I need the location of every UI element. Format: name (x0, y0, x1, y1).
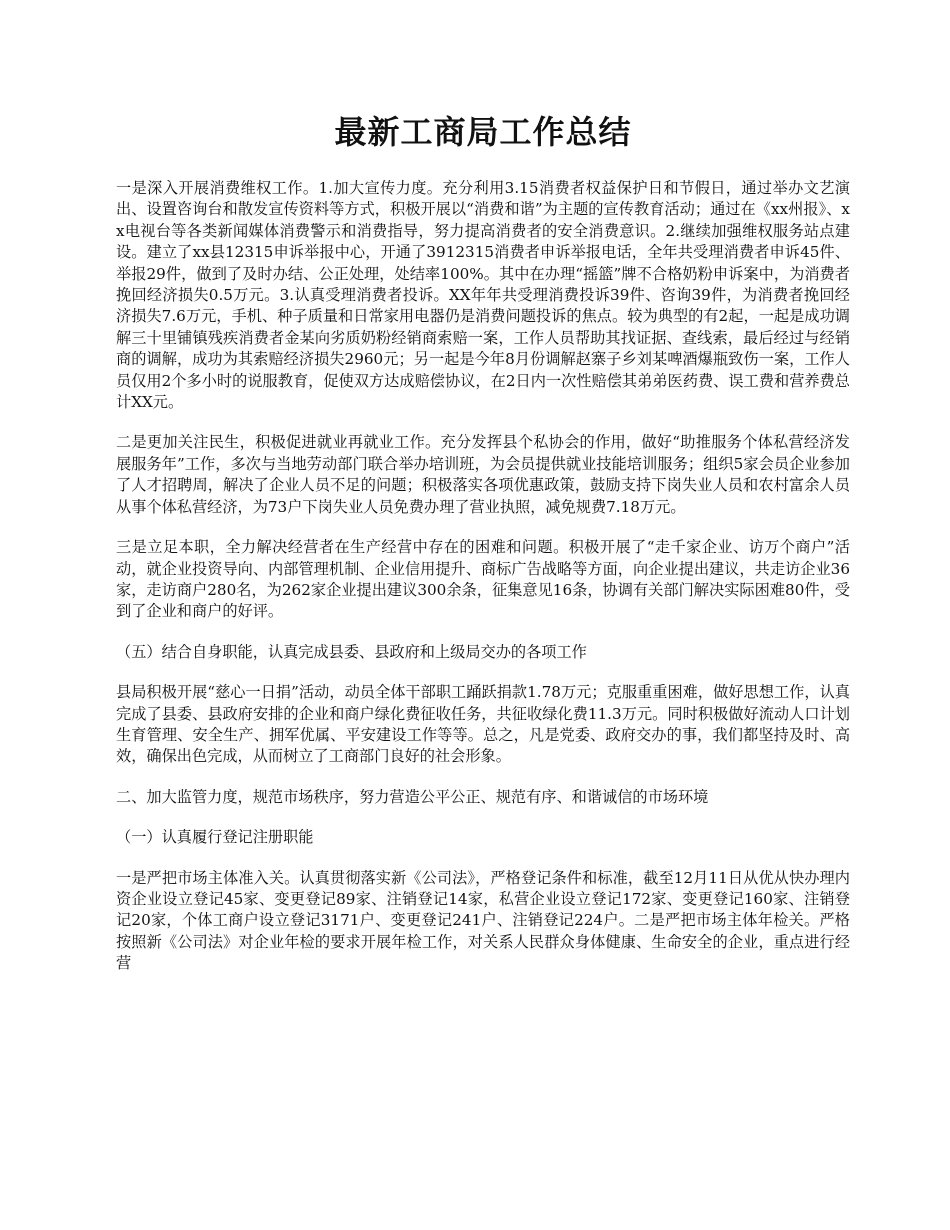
section-heading-supervision: 二、加大监管力度，规范市场秩序，努力营造公平公正、规范有序、和谐诚信的市场环境 (116, 787, 709, 806)
section-heading-five: （五）结合自身职能，认真完成县委、县政府和上级局交办的各项工作 (116, 642, 587, 661)
paragraph-county-tasks: 县局积极开展“慈心一日捐”活动，动员全体干部职工踊跃捐款1.78万元；克服重重困难，做好思想工作，认真完成了县委、县政府安排的企业和商户绿化费征收任务，共征收绿化费11.3万元。同时积极做好流动人口计划生育管理、安全生产、拥军优属、平安建设工作等等。总之，凡是党委、政府交办的事，我们都坚持及时、高效，确保出色完成，从而树立了工商部门良好的社会形象。 (116, 683, 850, 766)
section-heading-registration: （一）认真履行登记注册职能 (116, 828, 314, 847)
paragraph-business-difficulties: 三是立足本职，全力解决经营者在生产经营中存在的困难和问题。积极开展了“走千家企业、访万个商户”活动，就企业投资导向、内部管理机制、企业信用提升、商标广告战略等方面，向企业提出建议，共走访企业36家，走访商户280名，为262家企业提出建议300余条，征集意见16条，协调有关部门解决实际困难80件，受到了企业和商户的好评。 (116, 538, 850, 621)
document-title: 最新工商局工作总结 (334, 113, 632, 151)
document-page (116, 108, 850, 994)
paragraph-employment: 二是更加关注民生，积极促进就业再就业工作。充分发挥县个私协会的作用，做好“助推服务个体私营经济发展服务年”工作，多次与当地劳动部门联合举办培训班，为会员提供就业技能培训服务；组织5家会员企业参加了人才招聘周，解决了企业人员不足的问题；积极落实各项优惠政策，鼓励支持下岗失业人员和农村富余人员从事个体私营经济，为73户下岗失业人员免费办理了营业执照，减免规费7.18万元。 (116, 433, 850, 516)
paragraph-market-entry: 一是严把市场主体准入关。认真贯彻落实新《公司法》，严格登记条件和标准，截至12月11日从优从快办理内资企业设立登记45家、变更登记89家、注销登记14家，私营企业设立登记172家、变更登记160家、注销登记20家，个体工商户设立登记3171户、变更登记241户、注销登记224户。二是严把市场主体年检关。严格按照新《公司法》对企业年检的要求开展年检工作，对关系人民群众身体健康、生命安全的企业，重点进行经营 (116, 868, 850, 973)
paragraph-consumer-rights: 一是深入开展消费维权工作。1.加大宣传力度。充分利用3.15消费者权益保护日和节假日，通过举办文艺演出、设置咨询台和散发宣传资料等方式，积极开展以“消费和谐”为主题的宣传教育活动；通过在《xx州报》、xx电视台等各类新闻媒体消费警示和消费指导，努力提高消费者的安全消费意识。2.继续加强维权服务站点建设。建立了xx县12315申诉举报中心，开通了3912315消费者申诉举报电话，全年共受理消费者申诉45件、举报29件，做到了及时办结、公正处理，处结率100%。其中在办理“摇篮”牌不合格奶粉申诉案中，为消费者挽回经济损失0.5万元。3.认真受理消费者投诉。XX年年共受理消费投诉39件、咨询39件，为消费者挽回经济损失7.6万元，手机、种子质量和日常家用电器仍是消费问题投诉的焦点。较为典型的有2起，一起是成功调解三十里铺镇残疾消费者金某向劣质奶粉经销商索赔一案，工作人员帮助其找证据、查线索，最后经过与经销商的调解，成功为其索赔经济损失2960元；另一起是今年8月份调解赵寨子乡刘某啤酒爆瓶致伤一案，工作人员仅用2个多小时的说服教育，促使双方达成赔偿协议，在2日内一次性赔偿其弟弟医药费、误工费和营养费总计XX元。 (116, 179, 850, 412)
